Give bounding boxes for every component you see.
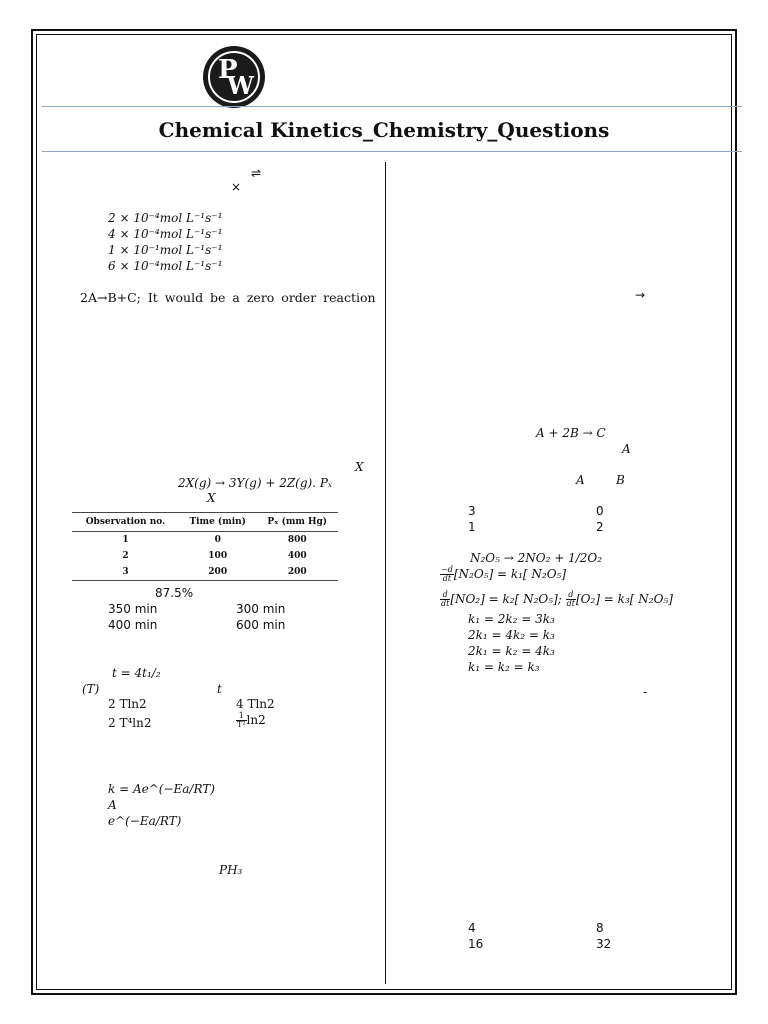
table-header-time: Time (min)	[179, 513, 257, 532]
column-divider	[385, 162, 386, 984]
pw-logo-letters-w: W	[227, 71, 254, 100]
q6-formula: PH₃	[219, 863, 243, 877]
q4-var-t: t	[217, 682, 222, 696]
q1-option-a: 2 × 10⁻⁴mol L⁻¹s⁻¹	[108, 211, 223, 225]
r-q1-var-b: B	[616, 473, 625, 487]
q3-option-a: 350 min	[108, 602, 158, 616]
table-cell: 200	[179, 564, 257, 581]
table-cell: 3	[72, 564, 179, 581]
header-rule-bottom	[42, 151, 742, 152]
table-cell: 0	[214, 535, 221, 545]
r-q2-option-d: k₁ = k₂ = k₃	[468, 660, 540, 674]
r-q3-option-a: 4	[468, 921, 476, 935]
equilibrium-symbol: ⇌	[251, 166, 262, 180]
r-q1-option-c: 1	[468, 520, 476, 534]
table-cell: 100	[208, 551, 228, 561]
pw-logo-ring	[208, 51, 260, 103]
r-q1-equation: A + 2B → C	[536, 426, 606, 440]
right-arrow-symbol: →	[635, 288, 646, 302]
q4-option-b: 4 Tln2	[236, 697, 275, 711]
pw-logo	[203, 46, 265, 108]
table-row	[72, 548, 338, 564]
q3-percent: 87.5%	[155, 586, 194, 600]
header-rule-top	[42, 106, 742, 107]
table-cell: 400	[287, 551, 307, 561]
q4-fraction: $\frac{1}{\text{T²}}$	[237, 711, 246, 729]
table-row	[72, 532, 338, 549]
q4-var-T: (T)	[82, 682, 100, 696]
q4-option-a: 2 Tln2	[108, 697, 147, 711]
observation-table	[72, 512, 338, 581]
r-q1-var-a: A	[622, 442, 631, 456]
r-q2-option-a: k₁ = 2k₂ = 3k₃	[468, 612, 555, 626]
page-title: Chemical Kinetics_Chemistry_Questions	[158, 118, 610, 142]
r-q2-rate-n2o5: $\frac{-d}{dt}$ [N₂O₅] = k₁[ N₂O₅]	[441, 565, 567, 583]
r-q2-option-c: 2k₁ = k₂ = 4k₃	[468, 644, 555, 658]
r-q2-option-b: 2k₁ = 4k₂ = k₃	[468, 628, 555, 642]
q1-option-b: 4 × 10⁻⁴mol L⁻¹s⁻¹	[108, 227, 223, 241]
r-q3-option-c: 16	[468, 937, 484, 951]
q3-var-x-top: X	[355, 460, 364, 474]
q4-relation: t = 4t₁/₂	[112, 666, 161, 680]
right-dash-symbol: -	[643, 685, 648, 699]
pw-logo-letters: P	[218, 55, 238, 85]
q3-option-d: 600 min	[236, 618, 286, 632]
q5-arrhenius-equation: k = Ae^(−Ea/RT)	[108, 782, 215, 796]
r-q1-var-a2: A	[576, 473, 585, 487]
q3-var-x-bottom: X	[207, 491, 216, 505]
r-q3-option-b: 8	[596, 921, 604, 935]
q3-option-c: 400 min	[108, 618, 158, 632]
table-cell: 1	[122, 535, 129, 545]
q3-option-b: 300 min	[236, 602, 286, 616]
q5-option-b: e^(−Ea/RT)	[108, 814, 182, 828]
r-q2-rate-no2-o2: $\frac{d}{dt}$ [NO₂] = k₂[ N₂O₅]; $\frac{d}{dt}$ [O₂] = k₃[ N₂O₅]	[441, 590, 673, 608]
r-q3-option-d: 32	[596, 937, 612, 951]
r-q1-option-b: 0	[596, 504, 604, 518]
q1-option-d: 6 × 10⁻⁴mol L⁻¹s⁻¹	[108, 259, 223, 273]
r-q1-option-a: 3	[468, 504, 476, 518]
table-cell: 800	[287, 535, 307, 545]
table-cell: 200	[256, 564, 338, 581]
q4-option-d: $\frac{1}{\text{T²}}$ ln2	[237, 711, 266, 729]
q5-option-a: A	[108, 798, 117, 812]
r-q1-option-d: 2	[596, 520, 604, 534]
q2-statement: 2A→B+C; It would be a zero order reaction	[80, 290, 376, 305]
table-header-observation: Observation no.	[72, 513, 179, 532]
q3-reaction-equation: 2X(g) → 3Y(g) + 2Z(g). Pₓ	[178, 476, 333, 490]
table-cell: 2	[122, 551, 129, 561]
table-header-pressure: Pₓ (mm Hg)	[256, 513, 338, 532]
r-q2-equation: N₂O₅ → 2NO₂ + 1/2O₂	[470, 551, 603, 565]
q4-option-c: 2 T⁴ln2	[108, 716, 152, 730]
q1-option-c: 1 × 10⁻¹mol L⁻¹s⁻¹	[108, 243, 223, 257]
table-row	[72, 564, 338, 581]
times-symbol: ×	[231, 180, 242, 194]
